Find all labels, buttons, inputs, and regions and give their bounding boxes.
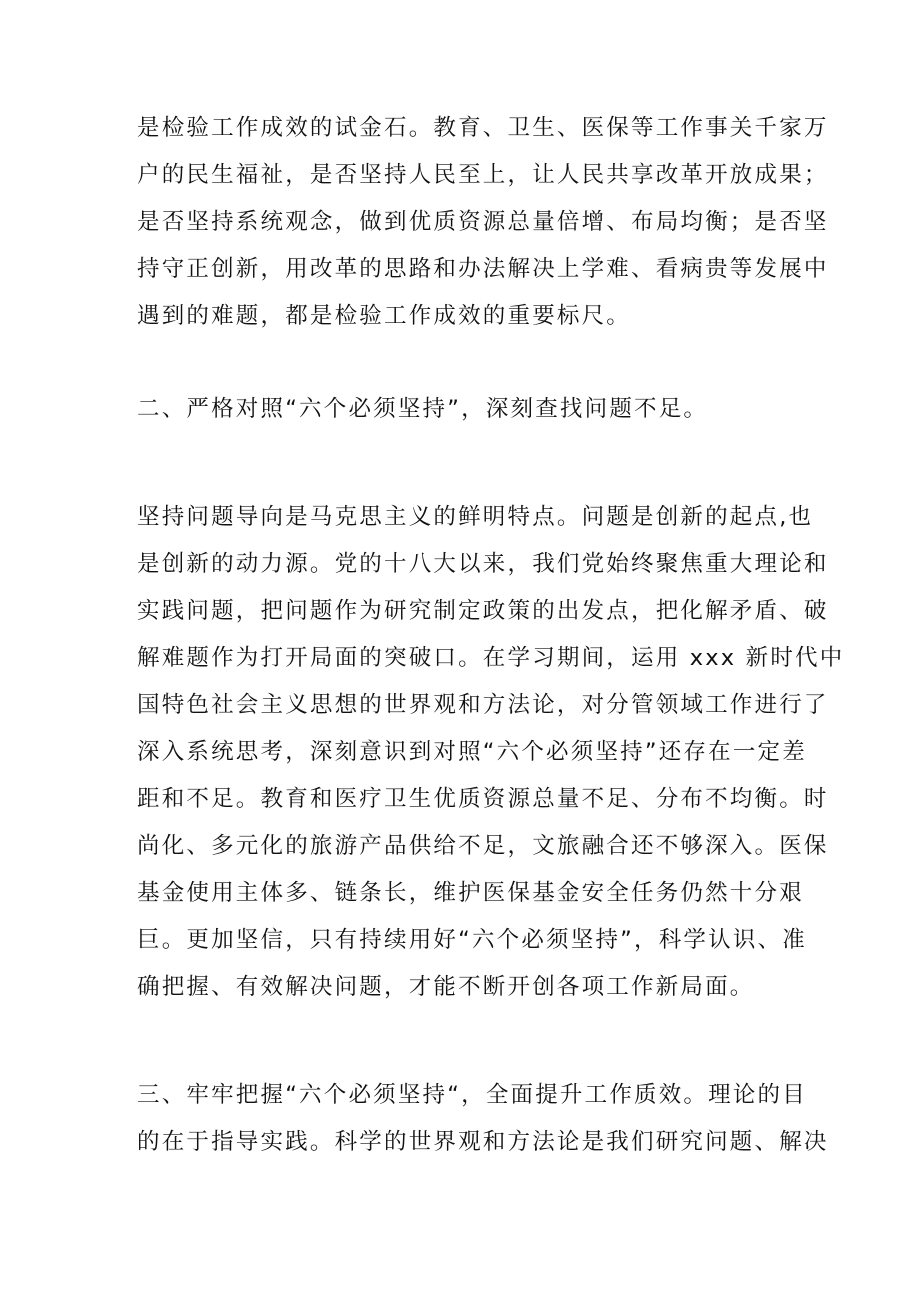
paragraph-line: 是创新的动力源。党的十八大以来，我们党始终聚焦重大理论和	[137, 551, 829, 577]
paragraph-line: 尚化、多元化的旅游产品供给不足，文旅融合还不够深入。医保	[137, 833, 829, 859]
paragraph-line: 持守正创新，用改革的思路和办法解决上学难、看病贵等发展中	[137, 256, 829, 282]
paragraph-line: 坚持问题导向是马克思主义的鲜明特点。问题是创新的起点,也	[137, 504, 814, 530]
paragraph-line: 是否坚持系统观念，做到优质资源总量倍增、布局均衡；是否坚	[137, 209, 829, 235]
paragraph-line: 基金使用主体多、链条长，维护医保基金安全任务仍然十分艰	[137, 880, 804, 906]
paragraph-line: 巨。更加坚信，只有持续用好“六个必须坚持”，科学认识、准	[137, 927, 807, 953]
paragraph-line: 深入系统思考，深刻意识到对照“六个必须坚持”还存在一定差	[137, 739, 807, 765]
paragraph-line: 遇到的难题，都是检验工作成效的重要标尺。	[137, 303, 632, 329]
paragraph-line: 三、牢牢把握“六个必须坚持“，全面提升工作质效。理论的目	[137, 1082, 807, 1108]
paragraph-line: 国特色社会主义思想的世界观和方法论，对分管领域工作进行了	[137, 692, 829, 718]
paragraph-line: 的在于指导实践。科学的世界观和方法论是我们研究问题、解决	[137, 1129, 829, 1155]
paragraph-line: 距和不足。教育和医疗卫生优质资源总量不足、分布不均衡。时	[137, 786, 829, 812]
paragraph-line: 解难题作为打开局面的突破口。在学习期间，运用 xxx 新时代中	[137, 645, 845, 671]
paragraph-line: 户的民生福祉，是否坚持人民至上，让人民共享改革开放成果；	[137, 162, 829, 188]
section-heading-2: 二、严格对照“六个必须坚持”，深刻查找问题不足。	[137, 396, 709, 422]
paragraph-line: 确把握、有效解决问题，才能不断开创各项工作新局面。	[137, 974, 755, 1000]
paragraph-line: 实践问题，把问题作为研究制定政策的出发点，把化解矛盾、破	[137, 598, 829, 624]
paragraph-line: 是检验工作成效的试金石。教育、卫生、医保等工作事关千家万	[137, 115, 829, 141]
